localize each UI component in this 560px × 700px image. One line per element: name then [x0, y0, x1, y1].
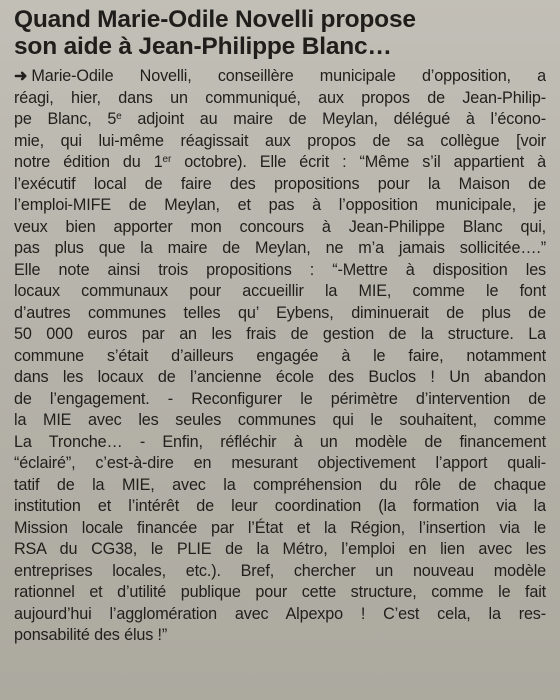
- article-line: institution et l’intérêt de leur coordination (la formation via la: [14, 497, 546, 515]
- article-line: ➜ Marie-Odile Novelli, conseillère municipale d’opposition, a: [14, 66, 546, 88]
- article-body: [14, 66, 546, 647]
- article-line: entreprises locales, etc.). Bref, chercher un nouveau modèle: [14, 561, 546, 580]
- article-line: l’emploi-MIFE de Meylan, et pas à l’opposition municipale, je: [14, 196, 546, 214]
- article-line: mie, qui lui-même réagissait aux propos de sa collègue [voir: [14, 131, 546, 150]
- article-line: pe Blanc, 5e adjoint au maire de Meylan, délégué à l’écono-: [14, 110, 546, 128]
- article-line: veux bien apporter mon concours à Jean-Philippe Blanc qui,: [14, 217, 546, 236]
- article-line: notre édition du 1er octobre). Elle écrit : “Même s’il appartient à: [14, 153, 546, 171]
- headline: [14, 6, 546, 60]
- article-line: dans les locaux de l’ancienne école des Buclos ! Un abandon: [14, 368, 546, 386]
- article-line: “éclairé”, c’est-à-dire en mesurant objectivement l’apport quali-: [14, 454, 546, 472]
- article-line: ponsabilité des élus !”: [14, 626, 168, 644]
- article-line: 50 000 euros par an les frais de gestion de la structure. La: [14, 325, 546, 343]
- article-line: réagi, hier, dans un communiqué, aux propos de Jean-Philip-: [14, 88, 546, 107]
- article-line: pas plus que la maire de Meylan, ne m’a jamais sollicitée….”: [14, 239, 546, 257]
- headline-line-2: son aide à Jean-Philippe Blanc…: [14, 33, 392, 60]
- article-line: de l’engagement. - Reconfigurer le périmètre d’intervention de: [14, 389, 546, 408]
- article-line: Mission locale financée par l’État et la Région, l’insertion via le: [14, 518, 546, 537]
- article-line: locaux communaux pour accueillir la MIE, comme le font: [14, 282, 546, 300]
- article-line: commune s’était d’ailleurs engagée à le faire, notamment: [14, 346, 546, 365]
- superscript: e: [116, 111, 122, 122]
- article-line: tatif de la MIE, avec la compréhension du rôle de chaque: [14, 475, 546, 494]
- article-line: la MIE avec les seules communes qui le souhaitent, comme: [14, 411, 546, 429]
- article-line: l’exécutif local de faire des propositions pour la Maison de: [14, 174, 546, 193]
- article-line: rationnel et d’utilité publique pour cette structure, comme le fait: [14, 583, 546, 601]
- superscript: er: [162, 154, 172, 165]
- article-line: Elle note ainsi trois propositions : “-Mettre à disposition les: [14, 260, 546, 279]
- article-line: d’autres communes telles qu’ Eybens, diminuerait de plus de: [14, 303, 546, 322]
- article-line: aujourd’hui l’agglomération avec Alpexpo ! C’est cela, la res-: [14, 604, 546, 623]
- arrow-right-icon: ➜: [14, 67, 28, 85]
- headline-line-1: Quand Marie-Odile Novelli propose: [14, 6, 416, 33]
- article-line: La Tronche… - Enfin, réfléchir à un modèle de financement: [14, 432, 546, 451]
- article-line: RSA du CG38, le PLIE de la Métro, l’emploi en lien avec les: [14, 540, 546, 558]
